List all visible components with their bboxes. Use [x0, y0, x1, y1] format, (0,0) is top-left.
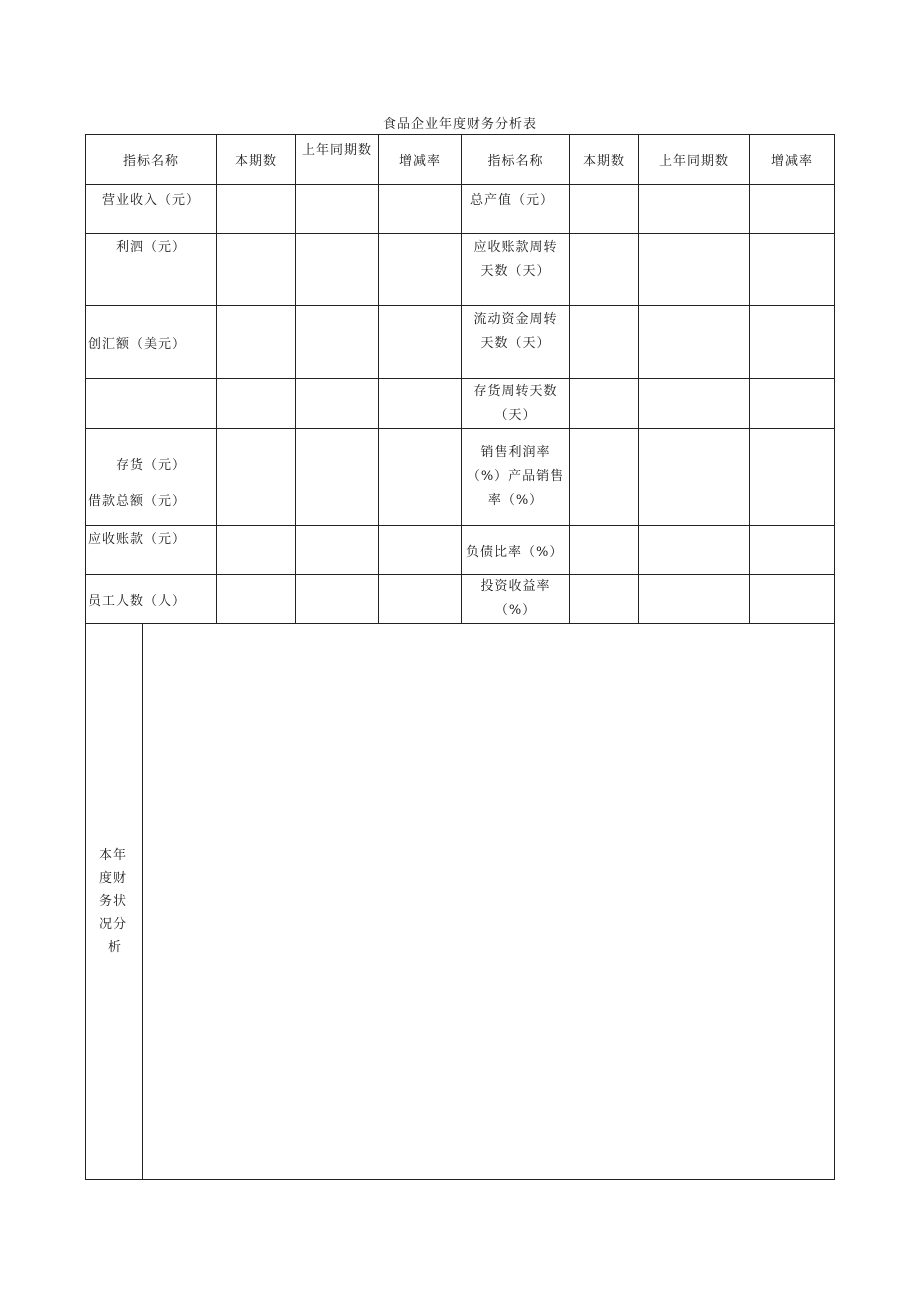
label-operating-revenue: 营业收入（元） — [86, 185, 217, 234]
analysis-section — [85, 623, 835, 1180]
header-current-right: 本期数 — [570, 135, 639, 185]
value-cell[interactable] — [217, 526, 296, 575]
analysis-label — [86, 624, 143, 1180]
value-cell[interactable] — [217, 379, 296, 429]
header-last-year-right: 上年同期数 — [639, 135, 750, 185]
value-cell[interactable] — [217, 306, 296, 379]
table-row — [86, 234, 835, 306]
header-change-left: 增减率 — [379, 135, 462, 185]
label-inventory: 存货（元） — [115, 458, 186, 473]
value-cell[interactable] — [570, 575, 639, 624]
value-cell[interactable] — [379, 575, 462, 624]
label-line: 天数（天） — [480, 336, 551, 351]
header-indicator-name-left: 指标名称 — [86, 135, 217, 185]
label-line: （%） — [494, 603, 537, 618]
label-working-capital-turnover-days — [462, 306, 570, 379]
value-cell[interactable] — [379, 429, 462, 526]
value-cell[interactable] — [570, 379, 639, 429]
label-total-borrowings: 借款总额（元） — [88, 494, 187, 509]
label-accounts-receivable: 应收账款（元） — [86, 526, 217, 575]
table-row — [86, 306, 835, 379]
value-cell[interactable] — [639, 185, 750, 234]
value-cell[interactable] — [296, 526, 379, 575]
value-cell[interactable] — [639, 379, 750, 429]
label-sales-profit-rate — [462, 429, 570, 526]
table-row — [86, 185, 835, 234]
label-employee-count: 员工人数（人） — [86, 575, 217, 624]
label-line: 流动资金周转 — [473, 312, 558, 327]
value-cell[interactable] — [296, 234, 379, 306]
value-cell[interactable] — [750, 306, 835, 379]
analysis-label-line: 况分 — [98, 917, 127, 932]
label-line: 销售利润率 — [480, 445, 551, 460]
page-title: 食品企业年度财务分析表 — [382, 117, 537, 132]
value-cell[interactable] — [296, 306, 379, 379]
label-line: 投资收益率 — [480, 579, 551, 594]
value-cell[interactable] — [379, 185, 462, 234]
value-cell[interactable] — [570, 429, 639, 526]
value-cell[interactable] — [639, 526, 750, 575]
value-cell[interactable] — [217, 185, 296, 234]
table-row — [86, 379, 835, 429]
table-row — [86, 429, 835, 526]
table-row — [86, 526, 835, 575]
header-row — [86, 135, 835, 185]
header-indicator-name-right: 指标名称 — [462, 135, 570, 185]
financial-analysis-table — [85, 134, 835, 624]
value-cell[interactable] — [750, 575, 835, 624]
value-cell[interactable] — [570, 526, 639, 575]
value-cell[interactable] — [639, 429, 750, 526]
value-cell[interactable] — [639, 306, 750, 379]
value-cell[interactable] — [296, 185, 379, 234]
value-cell[interactable] — [639, 234, 750, 306]
value-cell[interactable] — [570, 234, 639, 306]
analysis-label-line: 务状 — [98, 894, 127, 909]
value-cell[interactable] — [296, 379, 379, 429]
analysis-text-area[interactable] — [143, 624, 835, 1180]
label-foreign-exchange: 创汇额（美元） — [86, 306, 217, 379]
header-change-right: 增减率 — [750, 135, 835, 185]
analysis-label-line: 度财 — [98, 871, 127, 886]
label-receivable-turnover-days — [462, 234, 570, 306]
value-cell[interactable] — [217, 234, 296, 306]
label-inventory-turnover-days — [462, 379, 570, 429]
value-cell[interactable] — [570, 185, 639, 234]
header-last-year-left: 上年同期数 — [296, 135, 379, 185]
value-cell[interactable] — [750, 526, 835, 575]
value-cell[interactable] — [750, 379, 835, 429]
label-profit: 利泗（元） — [86, 234, 217, 306]
label-return-on-investment — [462, 575, 570, 624]
table-row — [86, 575, 835, 624]
value-cell[interactable] — [379, 526, 462, 575]
label-line: 应收账款周转 — [473, 240, 558, 255]
analysis-label-line: 析 — [108, 940, 123, 955]
value-cell[interactable] — [379, 306, 462, 379]
label-inventory-and-borrowings — [86, 429, 217, 526]
analysis-label-line: 本年 — [98, 848, 127, 863]
label-line: 存货周转天数 — [473, 384, 558, 399]
value-cell[interactable] — [296, 575, 379, 624]
value-cell[interactable] — [750, 185, 835, 234]
value-cell[interactable] — [379, 234, 462, 306]
empty-label-cell[interactable] — [86, 379, 217, 429]
label-line: （天） — [494, 408, 537, 423]
label-debt-ratio: 负债比率（%） — [462, 526, 570, 575]
value-cell[interactable] — [296, 429, 379, 526]
value-cell[interactable] — [750, 234, 835, 306]
value-cell[interactable] — [750, 429, 835, 526]
header-current-left: 本期数 — [217, 135, 296, 185]
value-cell[interactable] — [217, 575, 296, 624]
value-cell[interactable] — [379, 379, 462, 429]
value-cell[interactable] — [639, 575, 750, 624]
value-cell[interactable] — [570, 306, 639, 379]
label-line: 率（%） — [487, 493, 544, 508]
label-line: （%）产品销售 — [466, 469, 565, 484]
label-line: 天数（天） — [480, 264, 551, 279]
value-cell[interactable] — [217, 429, 296, 526]
label-gross-output: 总产值（元） — [462, 185, 570, 234]
